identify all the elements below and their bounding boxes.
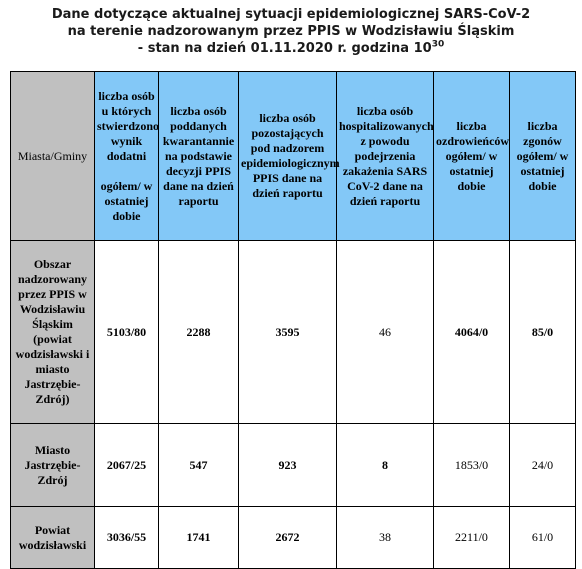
row-region-name: Miasto Jastrzębie-Zdrój xyxy=(11,424,95,507)
cell-deaths: 24/0 xyxy=(510,424,576,507)
header-confirmed-sub: ogółem/ w ostatniej dobie xyxy=(100,178,153,223)
title-line-3-text: - stan na dzień 01.11.2020 r. godzina 10 xyxy=(137,41,432,56)
header-row xyxy=(11,72,576,241)
cell-quarantine: 547 xyxy=(159,424,239,507)
epidemic-data-table xyxy=(10,71,576,569)
table-row xyxy=(11,241,576,424)
cell-recovered: 2211/0 xyxy=(434,507,510,569)
title-line-2: na terenie nadzorowanym przez PPIS w Wodzisławiu Śląskim xyxy=(67,24,515,39)
cell-deaths: 85/0 xyxy=(510,241,576,424)
header-confirmed xyxy=(95,72,159,241)
cell-hospitalized: 46 xyxy=(337,241,434,424)
header-region: Miasta/Gminy xyxy=(11,72,95,241)
title-line-1: Dane dotyczące aktualnej sytuacji epidemiologicznej SARS-CoV-2 xyxy=(51,7,531,22)
cell-confirmed: 2067/25 xyxy=(95,424,159,507)
cell-confirmed: 5103/80 xyxy=(95,241,159,424)
header-quarantine: liczba osób poddanych kwarantannie na podstawie decyzji PPIS dane na dzień raportu xyxy=(159,72,239,241)
header-deaths: liczba zgonów ogółem/ w ostatniej dobie xyxy=(510,72,576,241)
cell-surveillance: 923 xyxy=(239,424,337,507)
header-hospitalized: liczba osób hospitalizowanych z powodu podejrzenia zakażenia SARS CoV-2 dane na dzień raportu xyxy=(337,72,434,241)
header-surveillance: liczba osób pozostających pod nadzorem epidemiologicznym PPIS dane na dzień raportu xyxy=(239,72,337,241)
cell-hospitalized: 8 xyxy=(337,424,434,507)
cell-quarantine: 1741 xyxy=(159,507,239,569)
cell-surveillance: 3595 xyxy=(239,241,337,424)
row-region-name: Obszar nadzorowany przez PPIS w Wodzisławiu Śląskim (powiat wodzisławski i miasto Jastrzębie-Zdrój) xyxy=(11,241,95,424)
table-row xyxy=(11,424,576,507)
cell-surveillance: 2672 xyxy=(239,507,337,569)
report-title xyxy=(0,6,582,57)
cell-recovered: 4064/0 xyxy=(434,241,510,424)
row-region-name: Powiat wodzisławski xyxy=(11,507,95,569)
cell-deaths: 61/0 xyxy=(510,507,576,569)
header-recovered: liczba ozdrowieńców ogółem/ w ostatniej dobie xyxy=(434,72,510,241)
title-hour-superscript: 30 xyxy=(431,39,445,50)
cell-hospitalized: 38 xyxy=(337,507,434,569)
table-row xyxy=(11,507,576,569)
header-confirmed-main: liczba osób u których stwierdzono wynik dodatni xyxy=(97,88,159,163)
title-line-3 xyxy=(0,40,582,57)
cell-confirmed: 3036/55 xyxy=(95,507,159,569)
cell-recovered: 1853/0 xyxy=(434,424,510,507)
cell-quarantine: 2288 xyxy=(159,241,239,424)
